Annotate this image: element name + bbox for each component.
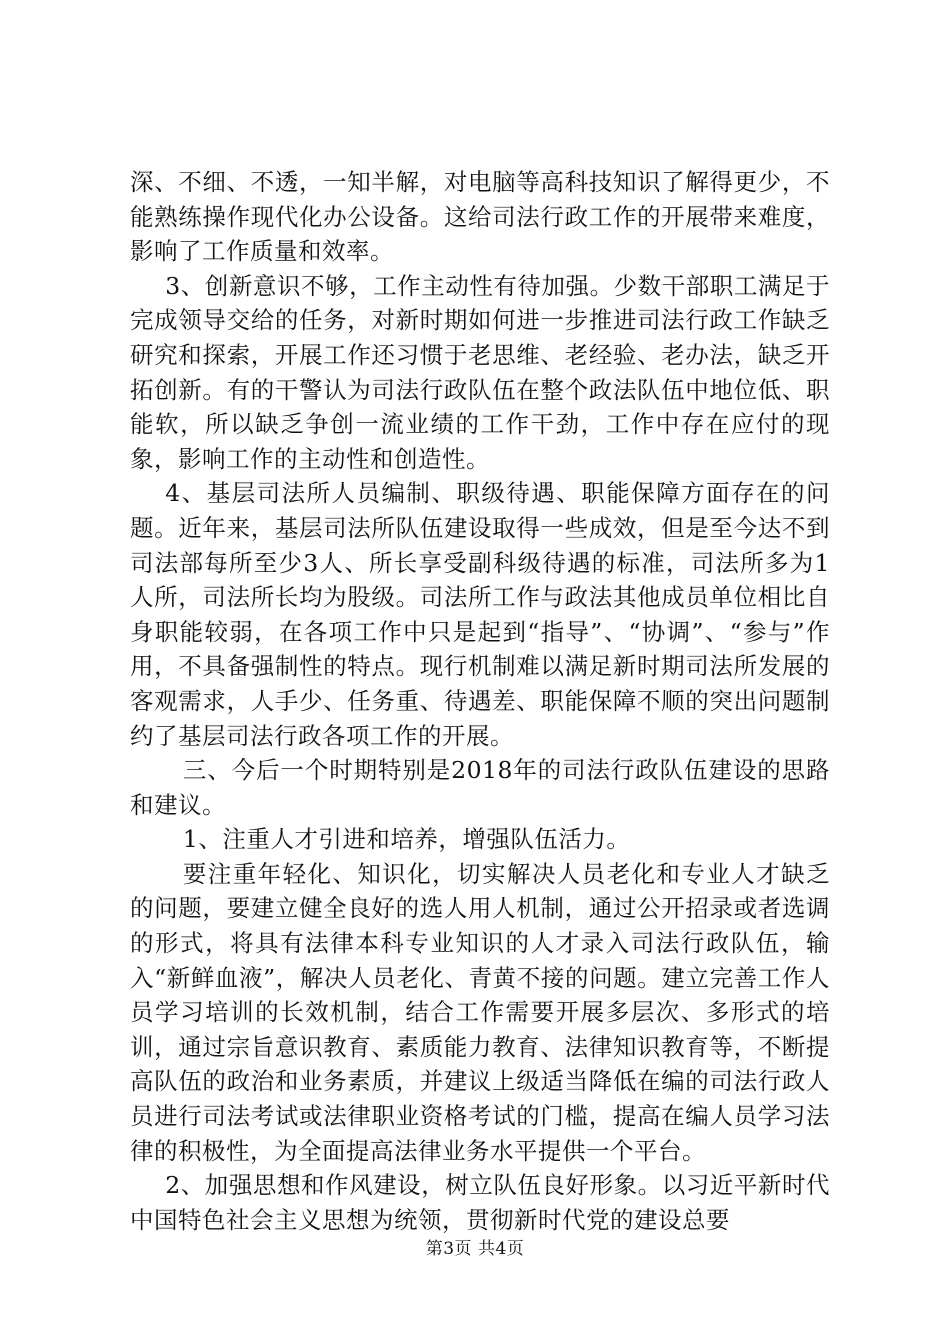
document-body (130, 165, 830, 1237)
paragraph-5: 1、注重人才引进和培养，增强队伍活力。 (182, 825, 631, 854)
paragraph-7: 2、加强思想和作风建设，树立队伍良好形象。以习近平新时代中国特色社会主义思想为统领，贯彻新时代党的建设总要 (130, 1171, 830, 1234)
paragraph-1: 深、不细、不透，一知半解，对电脑等高科技知识了解得更少，不能熟练操作现代化办公设备。这给司法行政工作的开展带来难度，影响了工作质量和效率。 (130, 168, 830, 266)
page-number-footer: 第3页 共4页 (425, 1239, 525, 1259)
paragraph-2: 3、创新意识不够，工作主动性有待加强。少数干部职工满足于完成领导交给的任务，对新时期如何进一步推进司法行政工作缺乏研究和探索，开展工作还习惯于老思维、老经验、老办法，缺乏开拓创新。有的干警认为司法行政队伍在整个政法队伍中地位低、职能软，所以缺乏争创一流业绩的工作干劲，工作中存在应付的现象，影响工作的主动性和创造性。 (130, 271, 830, 473)
paragraph-3: 4、基层司法所人员编制、职级待遇、职能保障方面存在的问题。近年来，基层司法所队伍建设取得一些成效，但是至今达不到司法部每所至少3人、所长享受副科级待遇的标准，司法所多为1人所，司法所长均为股级。司法所工作与政法其他成员单位相比自身职能较弱，在各项工作中只是起到“指导”、“协调”、“参与”作用，不具备强制性的特点。现行机制难以满足新时期司法所发展的客观需求，人手少、任务重、待遇差、职能保障不顺的突出问题制约了基层司法行政各项工作的开展。 (130, 479, 830, 750)
paragraph-6: 要注重年轻化、知识化，切实解决人员老化和专业人才缺乏的问题，要建立健全良好的选人用人机制，通过公开招录或者选调的形式，将具有法律本科专业知识的人才录入司法行政队伍，输入“新鲜血液”，解决人员老化、青黄不接的问题。建立完善工作人员学习培训的长效机制，结合工作需要开展多层次、多形式的培训，通过宗旨意识教育、素质能力教育、法律知识教育等，不断提高队伍的政治和业务素质，并建议上级适当降低在编的司法行政人员进行司法考试或法律职业资格考试的门槛，提高在编人员学习法律的积极性，为全面提高法律业务水平提供一个平台。 (130, 859, 830, 1165)
paragraph-4: 三、今后一个时期特别是2018年的司法行政队伍建设的思路和建议。 (130, 756, 830, 819)
